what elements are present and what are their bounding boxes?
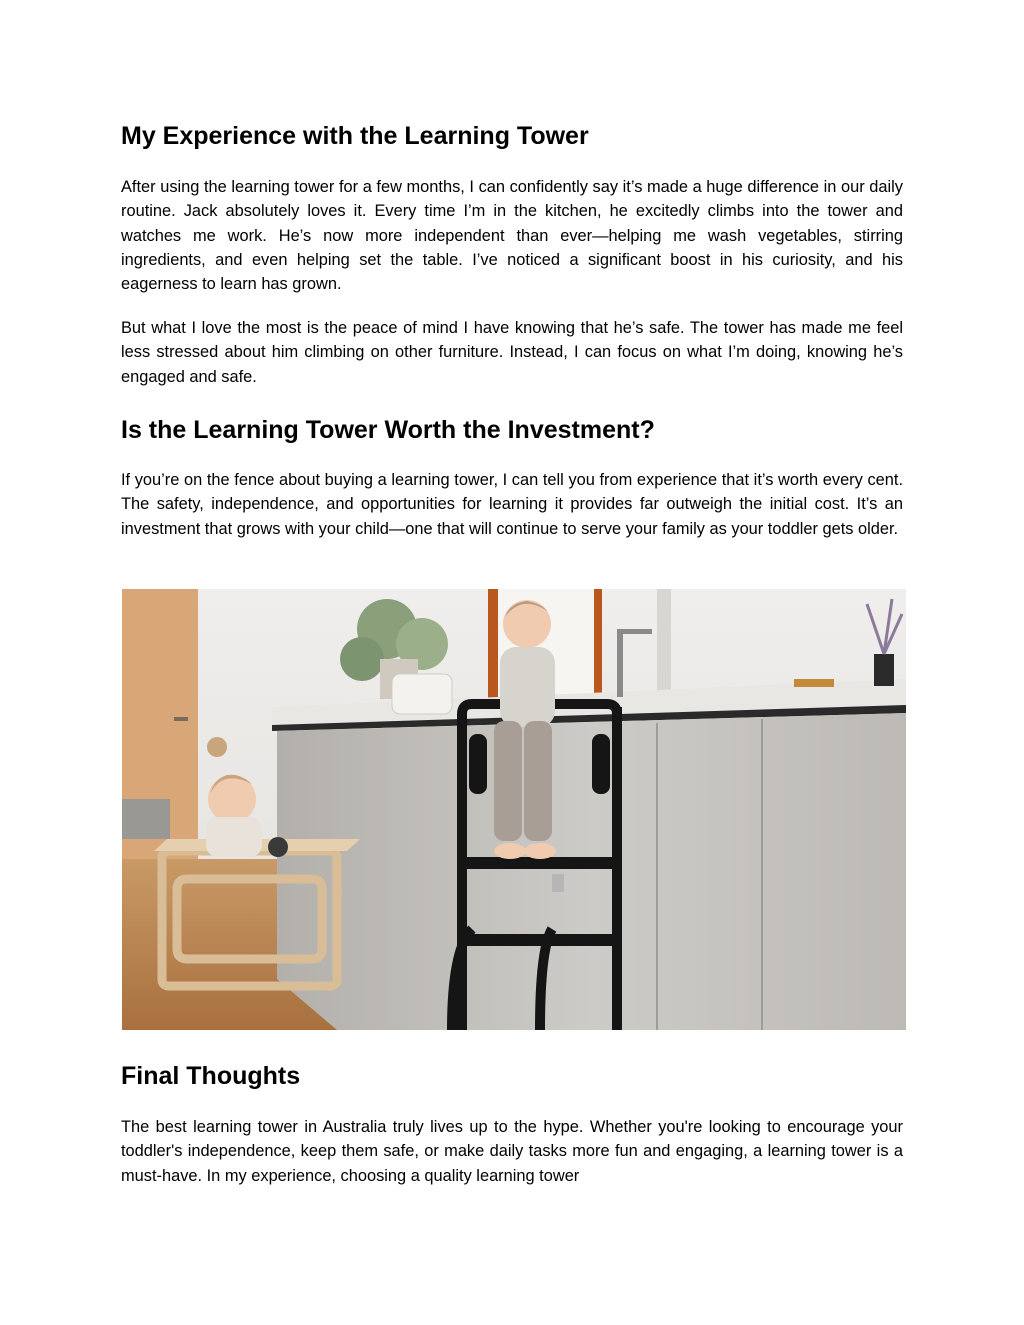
paragraph-final-thoughts: The best learning tower in Australia truly lives up to the hype. Whether you're looking to encourage your toddler's independence, keep them safe, or make daily tasks more fun and engaging, a learning tower is a must-have. In my experience, choosing a quality learning tower — [121, 1118, 903, 1185]
heading-my-experience: My Experience with the Learning Tower — [121, 122, 589, 150]
heading-worth-investment: Is the Learning Tower Worth the Investment? — [121, 416, 655, 444]
paragraph-worth-investment: If you’re on the fence about buying a learning tower, I can tell you from experience that it’s worth every cent. The safety, independence, and opportunities for learning it provides far outweigh the initial cost. It’s an investment that grows with your child—one that will continue to serve your family as your toddler gets older. — [121, 471, 903, 538]
heading-final-thoughts: Final Thoughts — [121, 1062, 301, 1090]
paragraph-experience-1: After using the learning tower for a few months, I can confidently say it’s made a huge difference in our daily routine. Jack absolutely loves it. Every time I’m in the kitchen, he excitedly climbs into the tower and watches me work. He’s now more independent than ever—helping me wash vegetables, stirring ingredients, and even helping set the table. I’ve noticed a significant boost in his curiosity, and his eagerness to learn has grown. — [121, 178, 903, 294]
paragraph-experience-2: But what I love the most is the peace of mind I have knowing that he’s safe. The tower has made me feel less stressed about him climbing on other furniture. Instead, I can focus on what I’m doing, knowing he’s engaged and safe. — [121, 319, 903, 386]
kitchen-learning-tower-photo — [122, 589, 906, 1030]
